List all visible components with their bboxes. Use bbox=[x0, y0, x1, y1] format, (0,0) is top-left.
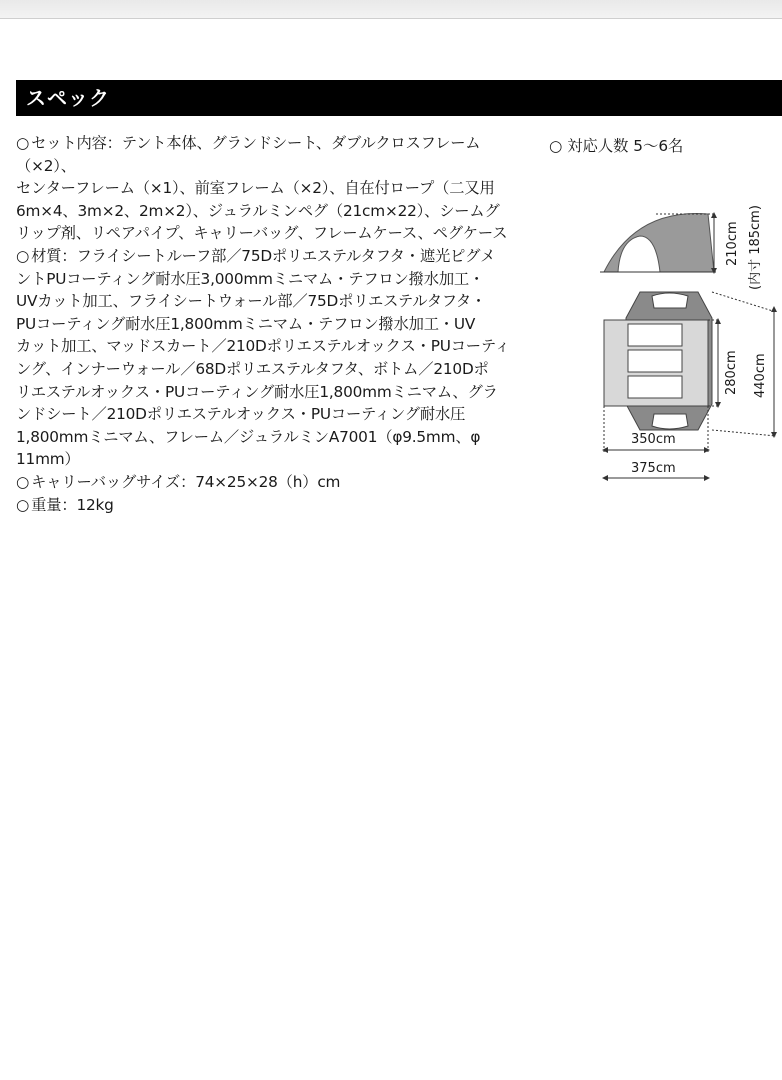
spec-line: ンドシート／210Dポリエステルオックス・PUコーティング耐水圧 bbox=[16, 405, 466, 424]
spec-line: センターフレーム（×1）、前室フレーム（×2）、自在付ロープ（二又用 bbox=[16, 179, 495, 198]
tent-top-view-icon bbox=[602, 292, 777, 481]
bullet-marker: ○ bbox=[549, 137, 563, 155]
bullet-marker: ○ bbox=[16, 495, 30, 514]
browser-top-bar bbox=[0, 0, 782, 19]
spec-line: 11mm） bbox=[16, 450, 80, 469]
spec-line: リエステルオックス・PUコーティング耐水圧1,800mmミニマム、グラ bbox=[16, 382, 498, 401]
spec-line: 6m×4、3m×2、2m×2）、ジュラルミンペグ（21cm×22）、シームグ bbox=[16, 201, 500, 220]
spec-line: 1,800mmミニマム、フレーム／ジュラルミンA7001（φ9.5mm、φ bbox=[16, 427, 481, 446]
spec-line: ○ セット内容：テント本体、グランドシート、ダブルクロスフレーム（×2）、 bbox=[16, 134, 481, 175]
spec-line: ントPUコーティング耐水圧3,000mmミニマム・テフロン撥水加工・ bbox=[16, 269, 485, 288]
capacity-text: 対応人数 5〜6名 bbox=[567, 137, 684, 155]
section-title: スペック bbox=[26, 86, 110, 110]
inner-depth-label: 280cm bbox=[724, 350, 739, 395]
spec-line: リップ剤、リペアパイプ、キャリーバッグ、フレームケース、ペグケース bbox=[16, 224, 508, 243]
bullet-marker: ○ bbox=[16, 472, 30, 491]
section-header bbox=[16, 80, 782, 116]
spec-line: PUコーティング耐水圧1,800mmミニマム・テフロン撥水加工・UV bbox=[16, 314, 476, 333]
spec-list bbox=[16, 132, 524, 516]
bullet-marker: ○ bbox=[16, 246, 30, 265]
outer-depth-label: 440cm bbox=[753, 353, 768, 398]
spec-line: カット加工、マッドスカート／210Dポリエステルオックス・PUコーティ bbox=[16, 337, 510, 356]
bullet-marker: ○ bbox=[16, 134, 30, 152]
spec-line: ング、インナーウォール／68Dポリエステルタフタ、ボトム／210Dポ bbox=[16, 359, 489, 378]
capacity-line bbox=[549, 135, 683, 157]
tent-side-view-icon bbox=[600, 212, 717, 274]
inner-width-label: 350cm bbox=[631, 432, 676, 447]
spec-line: ○ 重量：12kg bbox=[16, 495, 114, 514]
spec-line: UVカット加工、フライシートウォール部／75Dポリエステルタフタ・ bbox=[16, 292, 487, 311]
spec-line: ○ 材質：フライシートルーフ部／75Dポリエステルタフタ・遮光ピグメ bbox=[16, 246, 496, 265]
outer-width-label: 375cm bbox=[631, 461, 676, 476]
inner-height-label: (内寸 185cm) bbox=[748, 205, 763, 290]
height-label: 210cm bbox=[725, 221, 740, 266]
spec-line: ○ キャリーバッグサイズ：74×25×28（h）cm bbox=[16, 472, 341, 491]
